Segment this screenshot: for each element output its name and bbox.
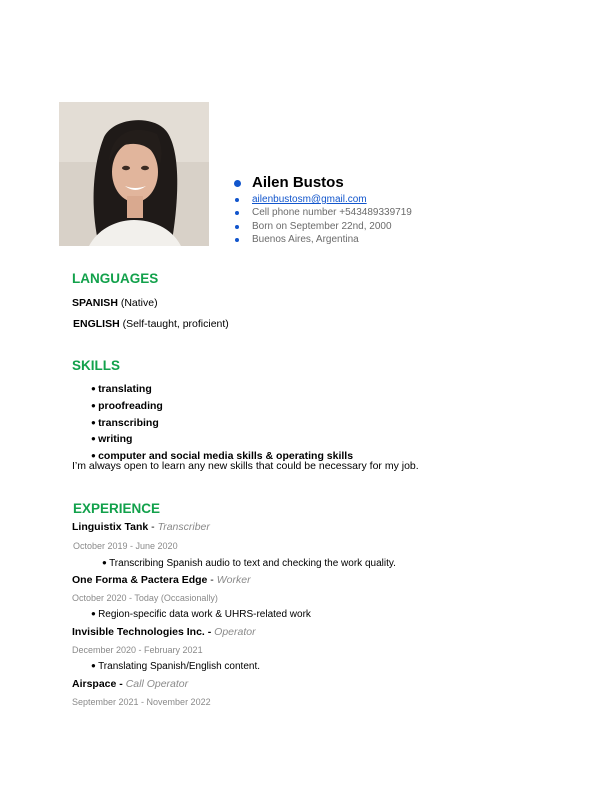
job-company: Airspace - xyxy=(72,678,123,690)
location-item: Buenos Aires, Argentina xyxy=(233,233,573,246)
skills-note: I’m always open to learn any new skills that could be necessary for my job. xyxy=(72,460,419,472)
list-item: ● computer and social media skills & operating skills xyxy=(91,448,353,465)
experience-heading: EXPERIENCE xyxy=(73,501,161,516)
job-role: Transcriber xyxy=(157,521,210,533)
phone-item: Cell phone number +543489339719 xyxy=(233,206,573,219)
list-item: ● writing xyxy=(91,431,353,448)
job-bullet-2: ● Region-specific data work & UHRS-related work xyxy=(91,609,311,620)
job-separator: - xyxy=(207,574,217,586)
job-dates-4: September 2021 - November 2022 xyxy=(72,697,211,707)
job-bullet-1: ● Transcribing Spanish audio to text and checking the work quality. xyxy=(102,558,396,569)
language-name: ENGLISH xyxy=(73,318,120,330)
job-role: Worker xyxy=(216,574,251,586)
language-name: SPANISH xyxy=(72,297,118,309)
language-level: (Native) xyxy=(120,297,158,309)
language-item-english xyxy=(73,318,229,330)
job-role: Call Operator xyxy=(125,678,189,690)
skills-heading: SKILLS xyxy=(72,358,121,373)
job-company: Linguistix Tank xyxy=(72,521,149,533)
skills-list xyxy=(91,381,353,465)
email-item xyxy=(233,193,573,206)
birth-item: Born on September 22nd, 2000 xyxy=(233,220,573,233)
languages-heading: LANGUAGES xyxy=(72,271,159,286)
job-company: Invisible Technologies Inc. - xyxy=(72,626,212,638)
language-item-spanish xyxy=(72,297,158,309)
profile-name: Ailen Bustos xyxy=(233,174,573,192)
job-title-4 xyxy=(72,678,188,690)
contact-block xyxy=(233,174,573,247)
job-title-3 xyxy=(72,626,256,638)
job-role: Operator xyxy=(214,626,256,638)
language-level: (Self-taught, proficient) xyxy=(122,318,229,330)
job-company: One Forma & Pactera Edge xyxy=(72,574,208,586)
job-title-2 xyxy=(72,574,251,586)
job-bullet-3: ● Translating Spanish/English content. xyxy=(91,661,260,672)
list-item: ● transcribing xyxy=(91,415,353,432)
email-link[interactable]: ailenbustosm@gmail.com xyxy=(252,194,367,205)
list-item: ● proofreading xyxy=(91,398,353,415)
job-dates-3: December 2020 - February 2021 xyxy=(72,645,203,655)
profile-photo xyxy=(59,102,209,246)
job-dates-1: October 2019 - June 2020 xyxy=(73,541,178,551)
list-item: ● translating xyxy=(91,381,353,398)
job-title-1 xyxy=(72,521,210,533)
job-separator: - xyxy=(148,521,158,533)
job-dates-2: October 2020 - Today (Occasionally) xyxy=(72,593,218,603)
